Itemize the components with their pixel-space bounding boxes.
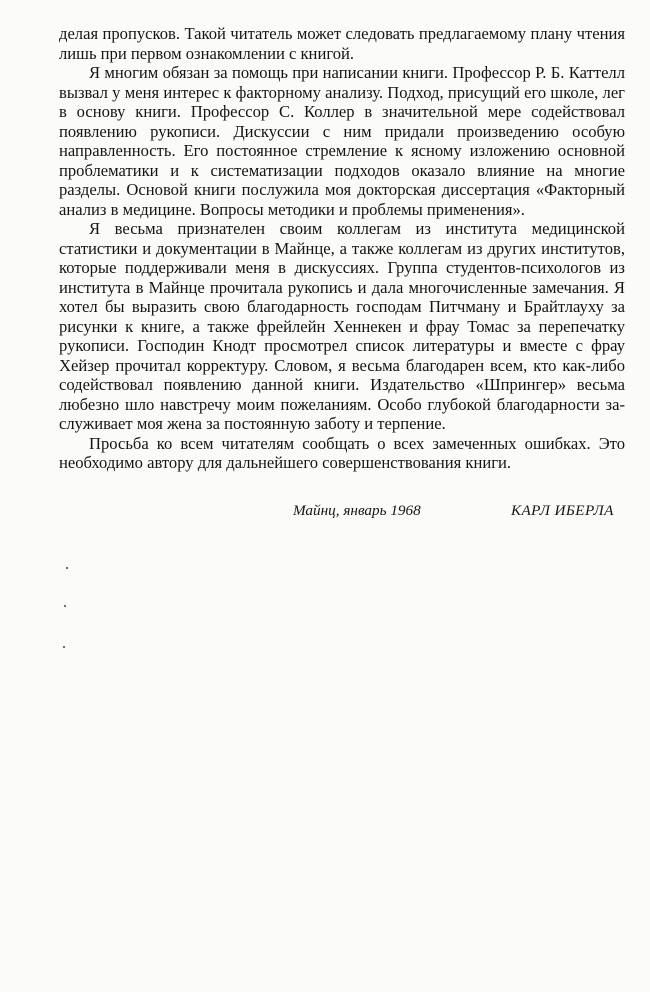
signature-author: КАРЛ ИБЕРЛА [511,502,614,519]
signature-line [0,502,650,524]
paragraph-continuation: делая пропусков. Такой читатель может следовать предлагаемому плану чтения лишь при первом ознакомлении с книгой. [59,24,625,63]
paragraph-acknowledgements-professors: Я многим обязан за помощь при написании книги. Профессор Р. Б. Каттелл вызвал у меня интерес к факторному анализу. Подход, присущий его школе, лег в основу книги. Профессор С. Коллер в значительной мере содействовал появлению рукописи. Дискуссии с ним придали произведению особую направленность. Его постоянное стремление к ясному изложению основной проблематики и к систематизации подходов оказало влияние на многие разделы. Основой книги послужила моя докторская диссертация «Факторный анализ в медицине. Вопросы методики и проблемы применения». [59,63,625,219]
paragraph-acknowledgements-colleagues: Я весьма признателен своим коллегам из института медицинской статистики и документации в Майнце, а также коллегам из других институтов, которые поддерживали меня в дискуссиях. Группа студентов-психологов из института в Майнце прочитала рукопись и дала многочисленные замечания. Я хотел бы выразить свою благодарность господам Питчману и Брайтлауху за рисунки к книге, а также фрейлейн Хеннекен и фрау Томас за перепечатку рукописи. Господин Кнодт просмотрел список литературы и вместе с фрау Хейзер прочитал корректуру. Словом, я весьма благодарен всем, кто как-либо содействовал появлению данной книги. Издательство «Шпрингер» весьма любезно шло навстречу моим пожеланиям. Особо глубокой благодарности заслуживает моя жена за постоянную заботу и терпение. [59,219,625,433]
print-speck [66,567,68,569]
print-speck [63,646,65,648]
print-speck [64,605,66,607]
paragraph-errata-request: Просьба ко всем читателям сообщать о всех замеченных ошибках. Это необходимо автору для дальнейшего совершенствования книги. [59,433,625,472]
preface-text [59,24,625,473]
signature-place-date: Майнц, январь 1968 [293,502,421,519]
